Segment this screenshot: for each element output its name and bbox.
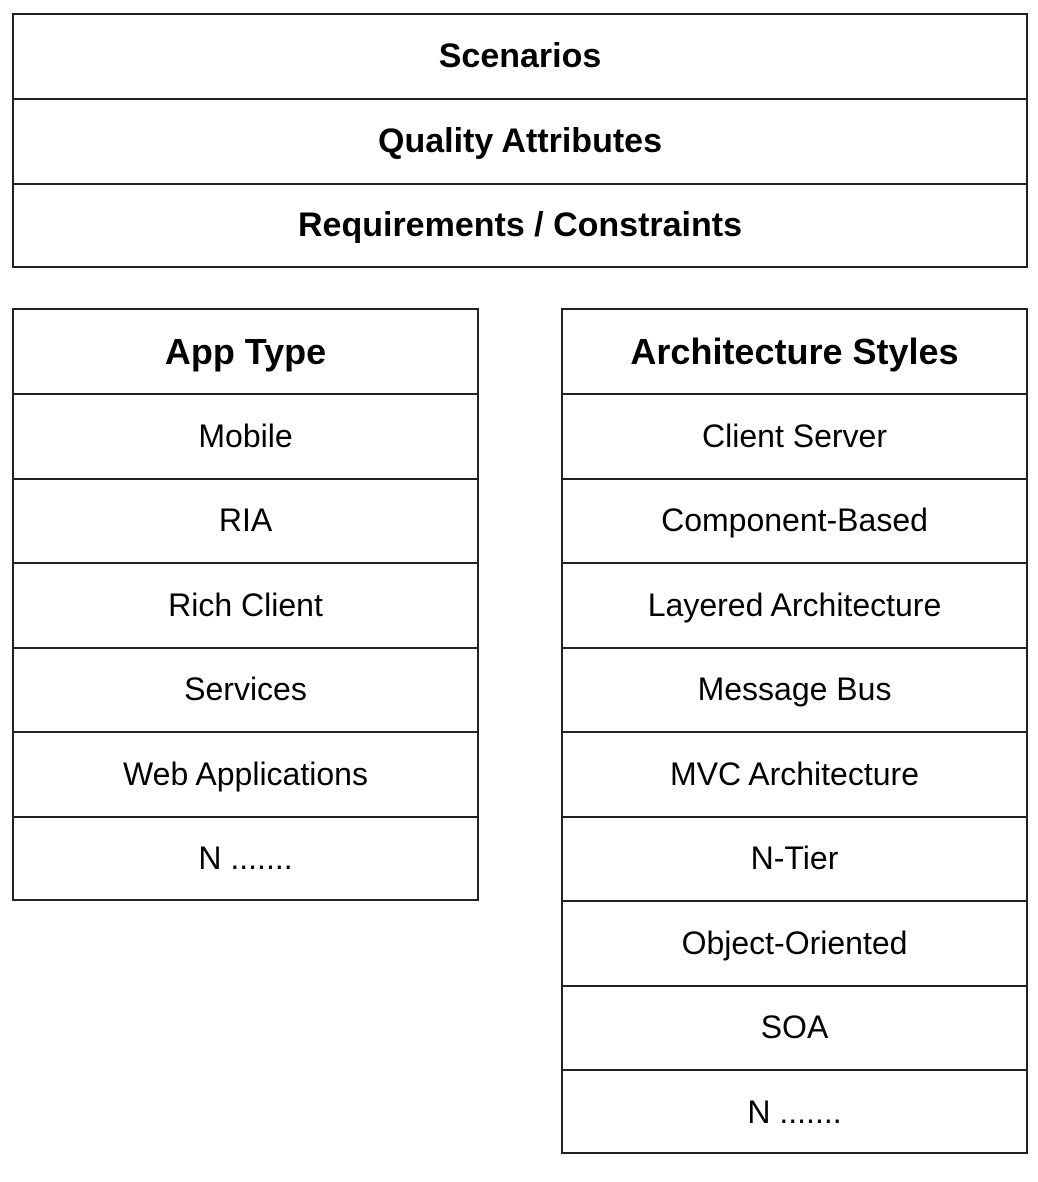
- app-type-item: RIA: [14, 478, 477, 563]
- architecture-style-item: N-Tier: [563, 816, 1026, 901]
- architecture-style-item: MVC Architecture: [563, 731, 1026, 816]
- architecture-style-item: Layered Architecture: [563, 562, 1026, 647]
- app-type-item: Services: [14, 647, 477, 732]
- architecture-style-item: Message Bus: [563, 647, 1026, 732]
- architecture-styles-box: [561, 308, 1028, 1154]
- architecture-style-item: N .......: [563, 1069, 1026, 1154]
- scenarios-row: Scenarios: [438, 37, 602, 75]
- architecture-styles-header: Architecture Styles: [630, 330, 959, 372]
- top-stack-box: [12, 13, 1028, 268]
- app-type-item: N .......: [14, 816, 477, 901]
- architecture-style-item: Client Server: [563, 393, 1026, 478]
- quality-attributes-row: Quality Attributes: [14, 98, 1026, 183]
- architecture-style-item: Component-Based: [563, 478, 1026, 563]
- architecture-style-item: Object-Oriented: [563, 900, 1026, 985]
- app-type-item: Web Applications: [14, 731, 477, 816]
- app-type-item: Mobile: [14, 393, 477, 478]
- app-type-item: Rich Client: [14, 562, 477, 647]
- app-type-header: App Type: [164, 330, 327, 372]
- architecture-style-item: SOA: [563, 985, 1026, 1070]
- requirements-constraints-row: Requirements / Constraints: [14, 183, 1026, 268]
- app-type-box: [12, 308, 479, 901]
